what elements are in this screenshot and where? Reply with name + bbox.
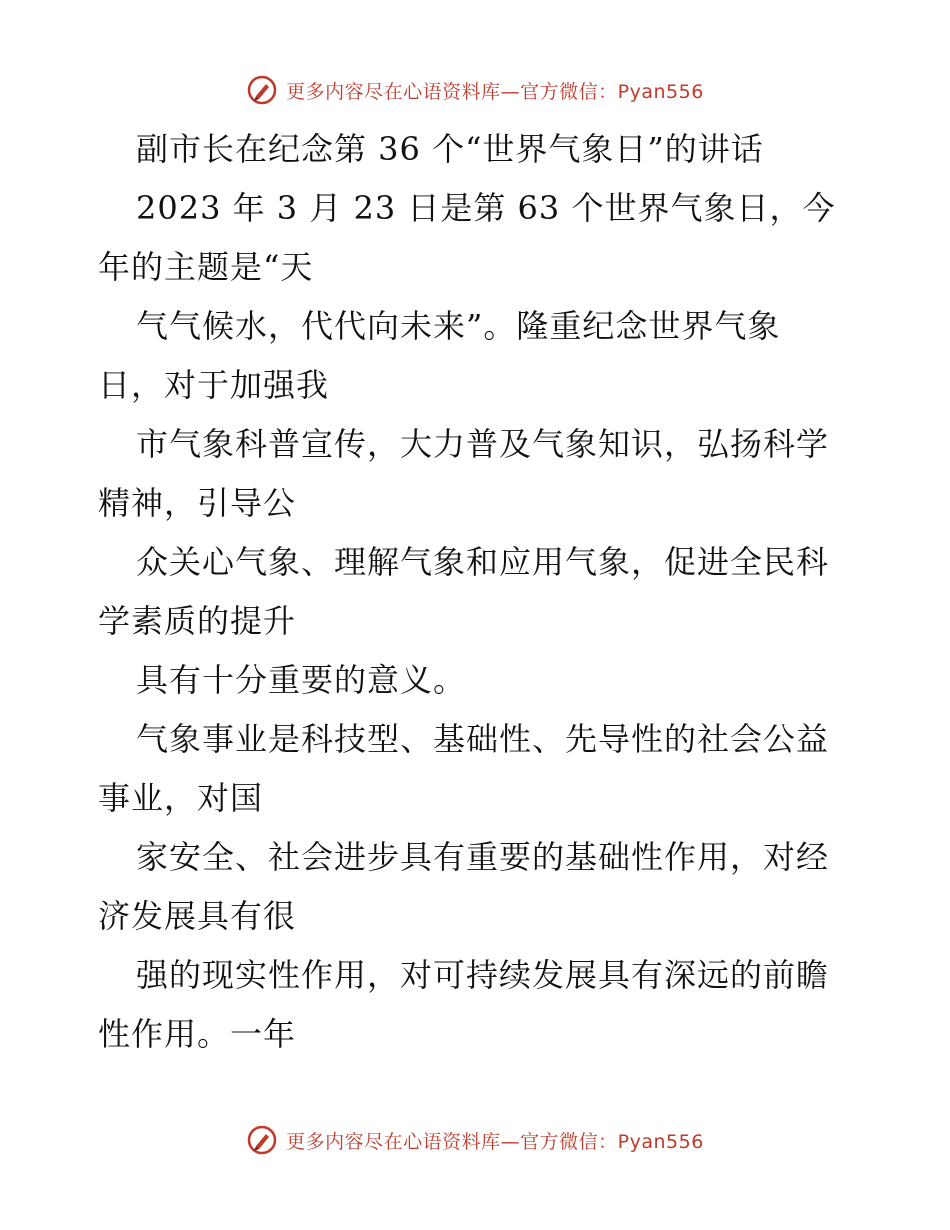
body-line: 精神，引导公 [98, 484, 297, 522]
body-line: 家安全、社会进步具有重要的基础性作用，对经 [136, 838, 830, 876]
pen-logo-icon [246, 74, 278, 106]
pen-logo-icon [246, 1124, 278, 1156]
body-line: 气象事业是科技型、基础性、先导性的社会公益 [136, 720, 830, 758]
body-line: 气气候水，代代向未来”。隆重纪念世界气象 [136, 307, 781, 345]
document-title: 副市长在纪念第 36 个“世界气象日”的讲话 [136, 130, 764, 168]
header-watermark-text: 更多内容尽在心语资料库—官方微信：Pyan556 [286, 80, 704, 103]
body-line: 强的现实性作用，对可持续发展具有深远的前瞻 [136, 956, 830, 994]
body-line: 事业，对国 [98, 779, 264, 817]
body-line: 众关心气象、理解气象和应用气象，促进全民科 [136, 543, 830, 581]
document-body [98, 120, 858, 1064]
body-line: 性作用。一年 [98, 1015, 297, 1053]
body-line: 市气象科普宣传，大力普及气象知识，弘扬科学 [136, 425, 830, 463]
footer-watermark-text: 更多内容尽在心语资料库—官方微信：Pyan556 [286, 1130, 704, 1153]
header-watermark [0, 70, 950, 110]
body-line: 济发展具有很 [98, 897, 297, 935]
footer-watermark [0, 1120, 950, 1160]
body-line: 日，对于加强我 [98, 366, 330, 404]
body-line: 学素质的提升 [98, 602, 297, 640]
body-line: 2023 年 3 月 23 日是第 63 个世界气象日，今 [136, 189, 836, 227]
body-line: 年的主题是“天 [98, 248, 314, 286]
body-line: 具有十分重要的意义。 [136, 661, 467, 699]
